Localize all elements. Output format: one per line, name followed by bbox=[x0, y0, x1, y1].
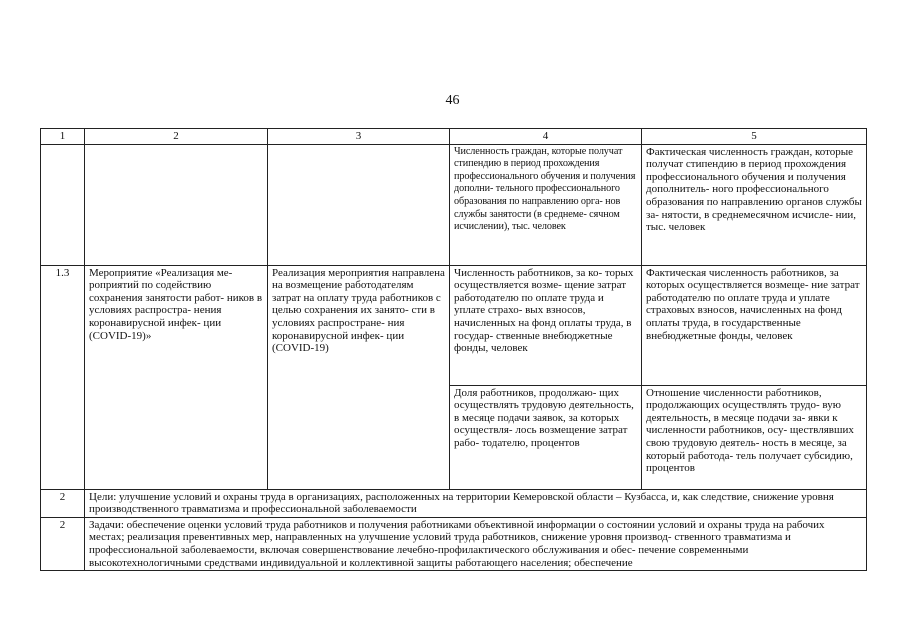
tasks-text: Задачи: обеспечение оценки условий труда работников и получения работниками объективной информации о состоянии условий и охраны труда на рабочих местах; реализация превентивных мер, направленных на улучшение условий труда работников, снижение уровня производ- ственного травматизма и профессиональной заболеваемости, включая совершенствование лечебно-профилактического обслуживания и обес- печение современными высокотехнологичными средствами индивидуальной и коллективной защиты работающего населения; обеспечение bbox=[85, 517, 867, 570]
indicator-cell: Численность граждан, которые получат стипендию в период прохождения профессионального обучения и получения дополни- тельного профессионального образования по направлению орга- нов службы занятости (в среднеме- сячном исчислении), тыс. человек bbox=[450, 144, 642, 265]
row-number: 2 bbox=[41, 517, 85, 570]
calculation-method-cell: Фактическая численность граждан, которые получат стипендию в период прохождения профессионального обучения и получения дополнитель- ного профессионального образования по направлению органов службы за- нятости, в среднемесячном исчисле- нии, тыс. человек bbox=[642, 144, 867, 265]
program-table bbox=[40, 128, 867, 571]
column-number-row bbox=[41, 129, 867, 145]
empty-cell bbox=[268, 144, 450, 265]
event-description-cell: Реализация мероприятия направлена на возмещение работодателям затрат на оплату труда работников с целью сохранения их занято- сти в условиях распростране- ния коронавирусной инфек- ции (COVID-19) bbox=[268, 265, 450, 489]
event-name-cell: Мероприятие «Реализация ме- роприятий по содействию сохранения занятости работ- ников в условиях распростра- нения коронавирусной инфек- ции (COVID-19)» bbox=[85, 265, 268, 489]
table-row-1-3 bbox=[41, 265, 867, 385]
table-row-tasks bbox=[41, 517, 867, 570]
column-header-3: 3 bbox=[268, 129, 450, 145]
calculation-method-cell: Фактическая численность работников, за которых осуществляется возмеще- ние затрат работодателю по оплате труда и уплате страховых взносов, начисленных на фонд оплаты труда, в государственные внебюджетные фонды, человек bbox=[642, 265, 867, 385]
column-header-2: 2 bbox=[85, 129, 268, 145]
indicator-cell: Доля работников, продолжаю- щих осуществлять трудовую деятельность, в месяце подачи заявок, за которых осуществля- лось возмещение затрат рабо- тодателю, процентов bbox=[450, 385, 642, 489]
empty-cell bbox=[41, 144, 85, 265]
indicator-cell: Численность работников, за ко- торых осуществляется возме- щение затрат работодателю по оплате труда и уплате страхо- вых взносов, начисленных на фонд оплаты труда, в государ- ственные внебюджетные фонды, человек bbox=[450, 265, 642, 385]
table-row-continued bbox=[41, 144, 867, 265]
page-number: 46 bbox=[445, 93, 460, 108]
row-number: 2 bbox=[41, 489, 85, 517]
table-row-goals bbox=[41, 489, 867, 517]
calculation-method-cell: Отношение численности работников, продолжающих осуществлять трудо- вую деятельность, в месяце подачи за- явки к численности работников, осу- ществлявших свою трудовую деятель- ность в месяце, за который работода- тель получает субсидию, процентов bbox=[642, 385, 867, 489]
column-header-1: 1 bbox=[41, 129, 85, 145]
column-header-5: 5 bbox=[642, 129, 867, 145]
goals-text: Цели: улучшение условий и охраны труда в организациях, расположенных на территории Кемеровской области – Кузбасса, и, как следствие, снижение уровня производственного травматизма и профессиональной заболеваемости bbox=[85, 489, 867, 517]
column-header-4: 4 bbox=[450, 129, 642, 145]
empty-cell bbox=[85, 144, 268, 265]
row-number: 1.3 bbox=[41, 265, 85, 489]
